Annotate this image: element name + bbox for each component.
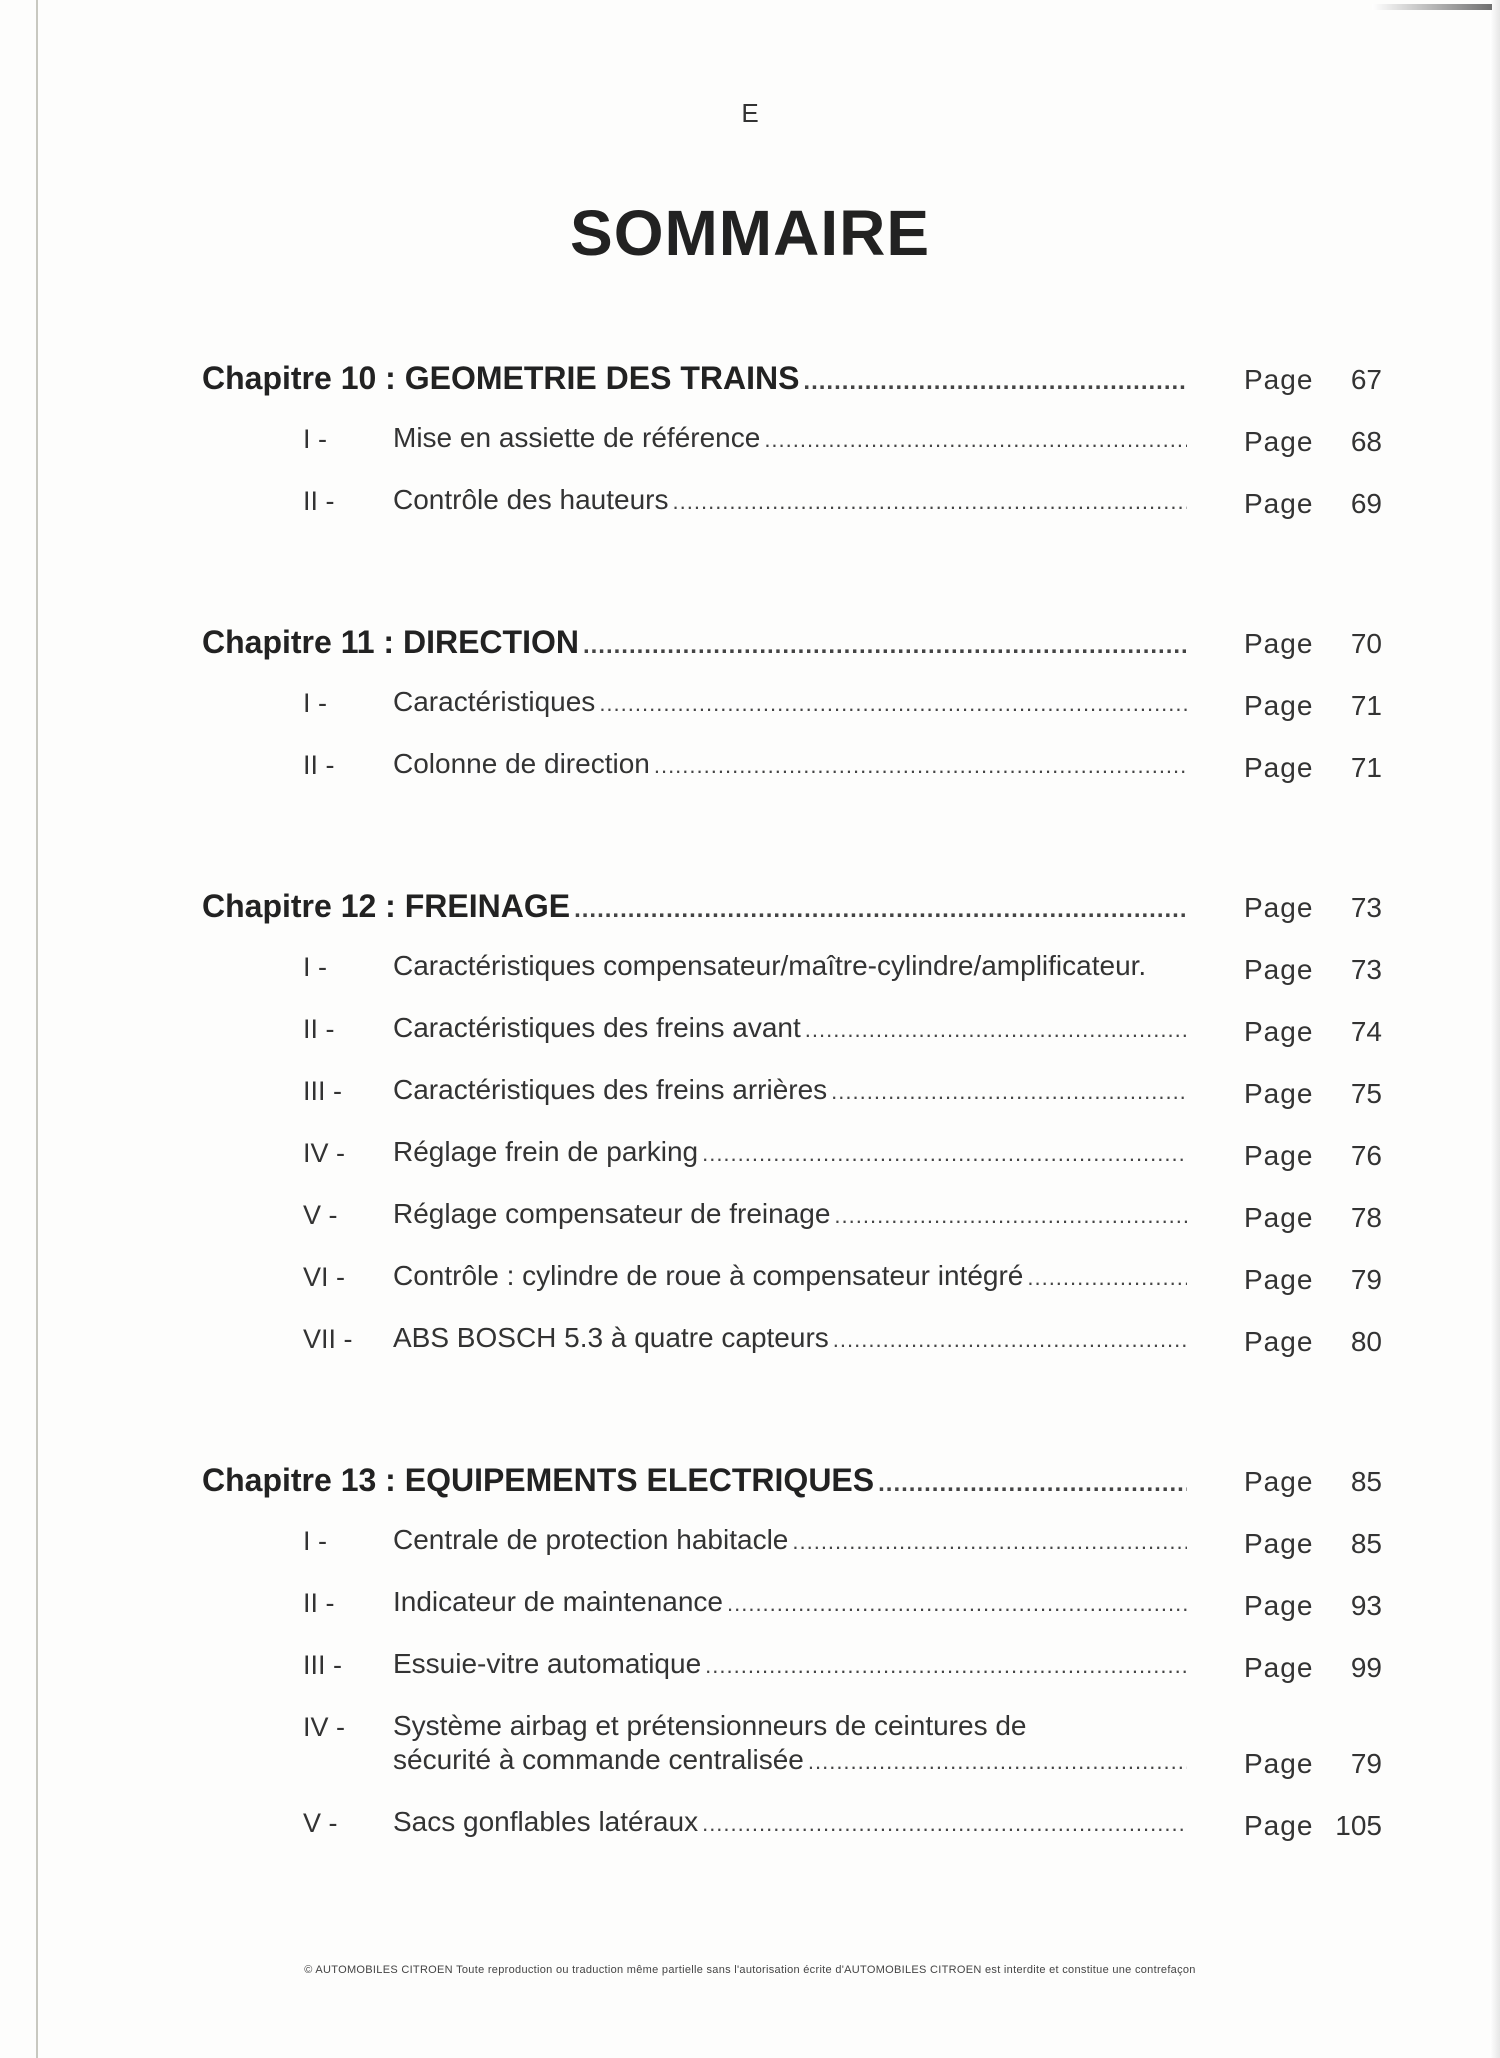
page-label: Page — [1244, 426, 1314, 457]
dot-leader — [599, 691, 1187, 717]
chapter-heading[interactable] — [0, 888, 1500, 950]
entry-title: Réglage compensateur de freinage — [393, 1198, 831, 1229]
page-number: 71 — [1350, 752, 1382, 783]
page-edge-shadow — [1372, 4, 1492, 10]
page-label: Page — [1244, 1140, 1314, 1171]
page-label: Page — [1244, 1264, 1314, 1295]
entry-numeral: II - — [303, 750, 335, 780]
page-number: 78 — [1350, 1202, 1382, 1233]
page-label: Page — [1244, 1466, 1314, 1497]
toc-entry[interactable] — [0, 1322, 1500, 1384]
page-label: Page — [1244, 954, 1314, 985]
dot-leader — [673, 489, 1187, 515]
dot-leader — [803, 368, 1187, 396]
entry-title: Centrale de protection habitacle — [393, 1524, 789, 1555]
entry-numeral: II - — [303, 486, 335, 516]
toc-entry[interactable] — [0, 1012, 1500, 1074]
page-number: 93 — [1350, 1590, 1382, 1621]
entry-title-line1: Système airbag et prétensionneurs de ceintures de — [393, 1710, 1027, 1741]
entry-numeral: III - — [303, 1650, 342, 1680]
page-title: SOMMAIRE — [570, 197, 930, 269]
page-number: 73 — [1350, 954, 1382, 985]
page-label: Page — [1244, 628, 1314, 659]
page-label: Page — [1244, 1810, 1314, 1841]
chapter-heading[interactable] — [0, 624, 1500, 686]
dot-leader — [831, 1079, 1187, 1105]
page-label: Page — [1244, 1748, 1314, 1779]
page-number: 74 — [1350, 1016, 1382, 1047]
page-number: 80 — [1350, 1326, 1382, 1357]
chapter-title: Chapitre 10 : GEOMETRIE DES TRAINS — [202, 360, 800, 396]
entry-numeral: VII - — [303, 1324, 353, 1354]
dot-leader — [574, 896, 1187, 924]
toc-entry[interactable] — [0, 1198, 1500, 1260]
entry-numeral: III - — [303, 1076, 342, 1106]
chapter-11 — [0, 624, 1500, 810]
chapter-10 — [0, 360, 1500, 546]
entry-title: Caractéristiques — [393, 686, 596, 717]
chapter-13 — [0, 1462, 1500, 1868]
page-label: Page — [1244, 488, 1314, 519]
toc-entry[interactable] — [0, 1524, 1500, 1586]
entry-title: Caractéristiques des freins avant — [393, 1012, 801, 1043]
toc-entry[interactable] — [0, 484, 1500, 546]
page-number: 69 — [1350, 488, 1382, 519]
chapter-12 — [0, 888, 1500, 1384]
page-label: Page — [1244, 1528, 1314, 1559]
toc-entry[interactable] — [0, 748, 1500, 810]
section-marker: E — [741, 98, 759, 128]
dot-leader — [702, 1811, 1187, 1837]
entry-numeral: I - — [303, 688, 327, 718]
page-number: 85 — [1350, 1466, 1382, 1497]
entry-title: Réglage frein de parking — [393, 1136, 699, 1167]
page-label: Page — [1244, 1652, 1314, 1683]
entry-numeral: VI - — [303, 1262, 346, 1292]
entry-title: Contrôle des hauteurs — [393, 484, 669, 515]
entry-numeral: II - — [303, 1588, 335, 1618]
dot-leader — [808, 1749, 1187, 1775]
page-number: 70 — [1350, 628, 1382, 659]
dot-leader — [833, 1327, 1187, 1353]
entry-numeral: I - — [303, 952, 327, 982]
dot-leader — [834, 1203, 1187, 1229]
toc-entry[interactable] — [0, 1260, 1500, 1322]
page-label: Page — [1244, 892, 1314, 923]
page-number: 99 — [1350, 1652, 1382, 1683]
toc-entry[interactable] — [0, 1806, 1500, 1868]
page-label: Page — [1244, 1078, 1314, 1109]
page-label: Page — [1244, 1016, 1314, 1047]
entry-numeral: V - — [303, 1200, 338, 1230]
chapter-title: Chapitre 12 : FREINAGE — [202, 888, 571, 924]
toc-entry[interactable] — [0, 950, 1500, 1012]
entry-numeral: IV - — [303, 1712, 346, 1742]
page-number: 76 — [1350, 1140, 1382, 1171]
toc-entry[interactable] — [0, 422, 1500, 484]
page-number: 79 — [1350, 1264, 1382, 1295]
dot-leader — [727, 1591, 1187, 1617]
chapter-heading[interactable] — [0, 360, 1500, 422]
page-number: 85 — [1350, 1528, 1382, 1559]
toc-entry[interactable] — [0, 1074, 1500, 1136]
entry-title: Colonne de direction — [393, 748, 650, 779]
page-number: 79 — [1350, 1748, 1382, 1779]
entry-title: Contrôle : cylindre de roue à compensateur intégré — [393, 1260, 1024, 1291]
page-label: Page — [1244, 1326, 1314, 1357]
page-number: 105 — [1335, 1810, 1382, 1841]
toc-entry[interactable] — [0, 1136, 1500, 1198]
entry-title: Mise en assiette de référence — [393, 422, 761, 453]
entry-title: Sacs gonflables latéraux — [393, 1806, 699, 1837]
entry-title: Caractéristiques compensateur/maître-cylindre/amplificateur. — [393, 950, 1147, 981]
toc-entry[interactable] — [0, 1648, 1500, 1710]
page-number: 67 — [1350, 364, 1382, 395]
page-label: Page — [1244, 690, 1314, 721]
entry-numeral: I - — [303, 424, 327, 454]
entry-title: Indicateur de maintenance — [393, 1586, 723, 1617]
page-label: Page — [1244, 1202, 1314, 1233]
toc-entry[interactable] — [0, 1586, 1500, 1648]
dot-leader — [1027, 1265, 1187, 1291]
dot-leader — [764, 427, 1187, 453]
dot-leader — [583, 632, 1187, 660]
entry-numeral: I - — [303, 1526, 327, 1556]
toc-entry[interactable] — [0, 686, 1500, 748]
chapter-title: Chapitre 13 : EQUIPEMENTS ELECTRIQUES — [202, 1462, 875, 1498]
dot-leader — [805, 1017, 1187, 1043]
entry-numeral: II - — [303, 1014, 335, 1044]
page-number: 71 — [1350, 690, 1382, 721]
chapter-heading[interactable] — [0, 1462, 1500, 1524]
dot-leader — [878, 1470, 1187, 1498]
page-number: 68 — [1350, 426, 1382, 457]
toc-entry[interactable] — [0, 1710, 1500, 1806]
page-label: Page — [1244, 752, 1314, 783]
dot-leader — [654, 753, 1187, 779]
page-label: Page — [1244, 1590, 1314, 1621]
entry-numeral: IV - — [303, 1138, 346, 1168]
entry-title: ABS BOSCH 5.3 à quatre capteurs — [393, 1322, 829, 1353]
entry-numeral: V - — [303, 1808, 338, 1838]
copyright-footer: © AUTOMOBILES CITROEN Toute reproduction ou traduction même partielle sans l'autorisation écrite d'AUTOMOBILES CITROEN est interdite et constitue une contrefaçon — [304, 1964, 1196, 1976]
dot-leader — [705, 1653, 1187, 1679]
dot-leader — [792, 1529, 1187, 1555]
page-number: 75 — [1350, 1078, 1382, 1109]
table-of-contents — [0, 360, 1500, 1868]
page-label: Page — [1244, 364, 1314, 395]
entry-title: Essuie-vitre automatique — [393, 1648, 702, 1679]
dot-leader — [702, 1141, 1187, 1167]
chapter-title: Chapitre 11 : DIRECTION — [202, 624, 579, 660]
entry-title: sécurité à commande centralisée — [393, 1744, 804, 1775]
entry-title: Caractéristiques des freins arrières — [393, 1074, 828, 1105]
page-number: 73 — [1350, 892, 1382, 923]
